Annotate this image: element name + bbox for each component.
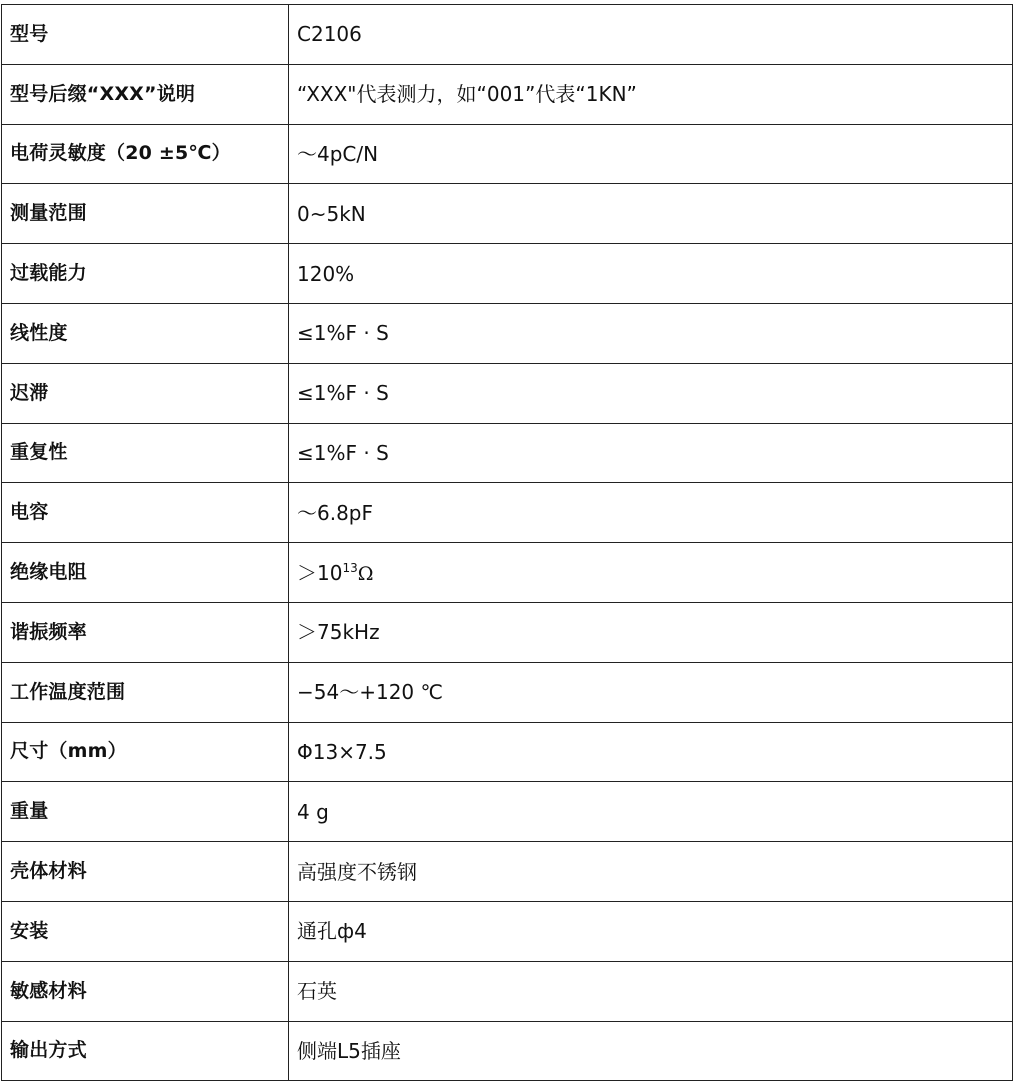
table-row xyxy=(2,363,1013,423)
row-label: 重量 xyxy=(2,782,289,842)
table-row xyxy=(2,782,1013,842)
table-row xyxy=(2,303,1013,363)
row-label: 尺寸（mm） xyxy=(2,722,289,782)
row-label: 输出方式 xyxy=(2,1021,289,1081)
row-value xyxy=(289,543,1013,603)
row-value: ～6.8pF xyxy=(289,483,1013,543)
table-row xyxy=(2,662,1013,722)
row-value: Φ13×7.5 xyxy=(289,722,1013,782)
row-label: 过载能力 xyxy=(2,244,289,304)
row-label: 绝缘电阻 xyxy=(2,543,289,603)
table-row xyxy=(2,184,1013,244)
row-label: 敏感材料 xyxy=(2,961,289,1021)
table-row xyxy=(2,961,1013,1021)
row-value: 120% xyxy=(289,244,1013,304)
row-label: 工作温度范围 xyxy=(2,662,289,722)
table-row xyxy=(2,543,1013,603)
row-value: ≤1%F · S xyxy=(289,363,1013,423)
table-row xyxy=(2,842,1013,902)
insulation-exponent: 13 xyxy=(342,560,358,575)
row-value: C2106 xyxy=(289,5,1013,65)
table-row xyxy=(2,124,1013,184)
row-label: 重复性 xyxy=(2,423,289,483)
row-label: 电荷灵敏度（20 ±5℃） xyxy=(2,124,289,184)
table-row xyxy=(2,722,1013,782)
row-value: ～4pC/N xyxy=(289,124,1013,184)
ohm-unit: Ω xyxy=(357,562,374,585)
row-label: 型号 xyxy=(2,5,289,65)
row-label: 迟滞 xyxy=(2,363,289,423)
table-row xyxy=(2,602,1013,662)
table-row xyxy=(2,423,1013,483)
row-value: ≤1%F · S xyxy=(289,423,1013,483)
row-label: 测量范围 xyxy=(2,184,289,244)
insulation-value: ＞10 xyxy=(297,560,343,585)
row-label: 线性度 xyxy=(2,303,289,363)
row-value: 0~5kN xyxy=(289,184,1013,244)
row-label: 壳体材料 xyxy=(2,842,289,902)
row-label: 谐振频率 xyxy=(2,602,289,662)
table-row xyxy=(2,244,1013,304)
table-row xyxy=(2,5,1013,65)
row-label: 安装 xyxy=(2,901,289,961)
row-value: 侧端L5插座 xyxy=(289,1021,1013,1081)
table-row xyxy=(2,64,1013,124)
table-row xyxy=(2,901,1013,961)
row-value: 通孔ф4 xyxy=(289,901,1013,961)
row-value: −54～+120 ℃ xyxy=(289,662,1013,722)
row-value: 高强度不锈钢 xyxy=(289,842,1013,902)
table-row xyxy=(2,483,1013,543)
spec-table xyxy=(1,4,1013,1081)
row-value: 石英 xyxy=(289,961,1013,1021)
row-value: ≤1%F · S xyxy=(289,303,1013,363)
row-value: 4 g xyxy=(289,782,1013,842)
table-row xyxy=(2,1021,1013,1081)
row-label: 电容 xyxy=(2,483,289,543)
row-value: ＞75kHz xyxy=(289,602,1013,662)
row-label: 型号后缀“XXX”说明 xyxy=(2,64,289,124)
row-value: “XXX"代表测力，如“001”代表“1KN” xyxy=(289,64,1013,124)
